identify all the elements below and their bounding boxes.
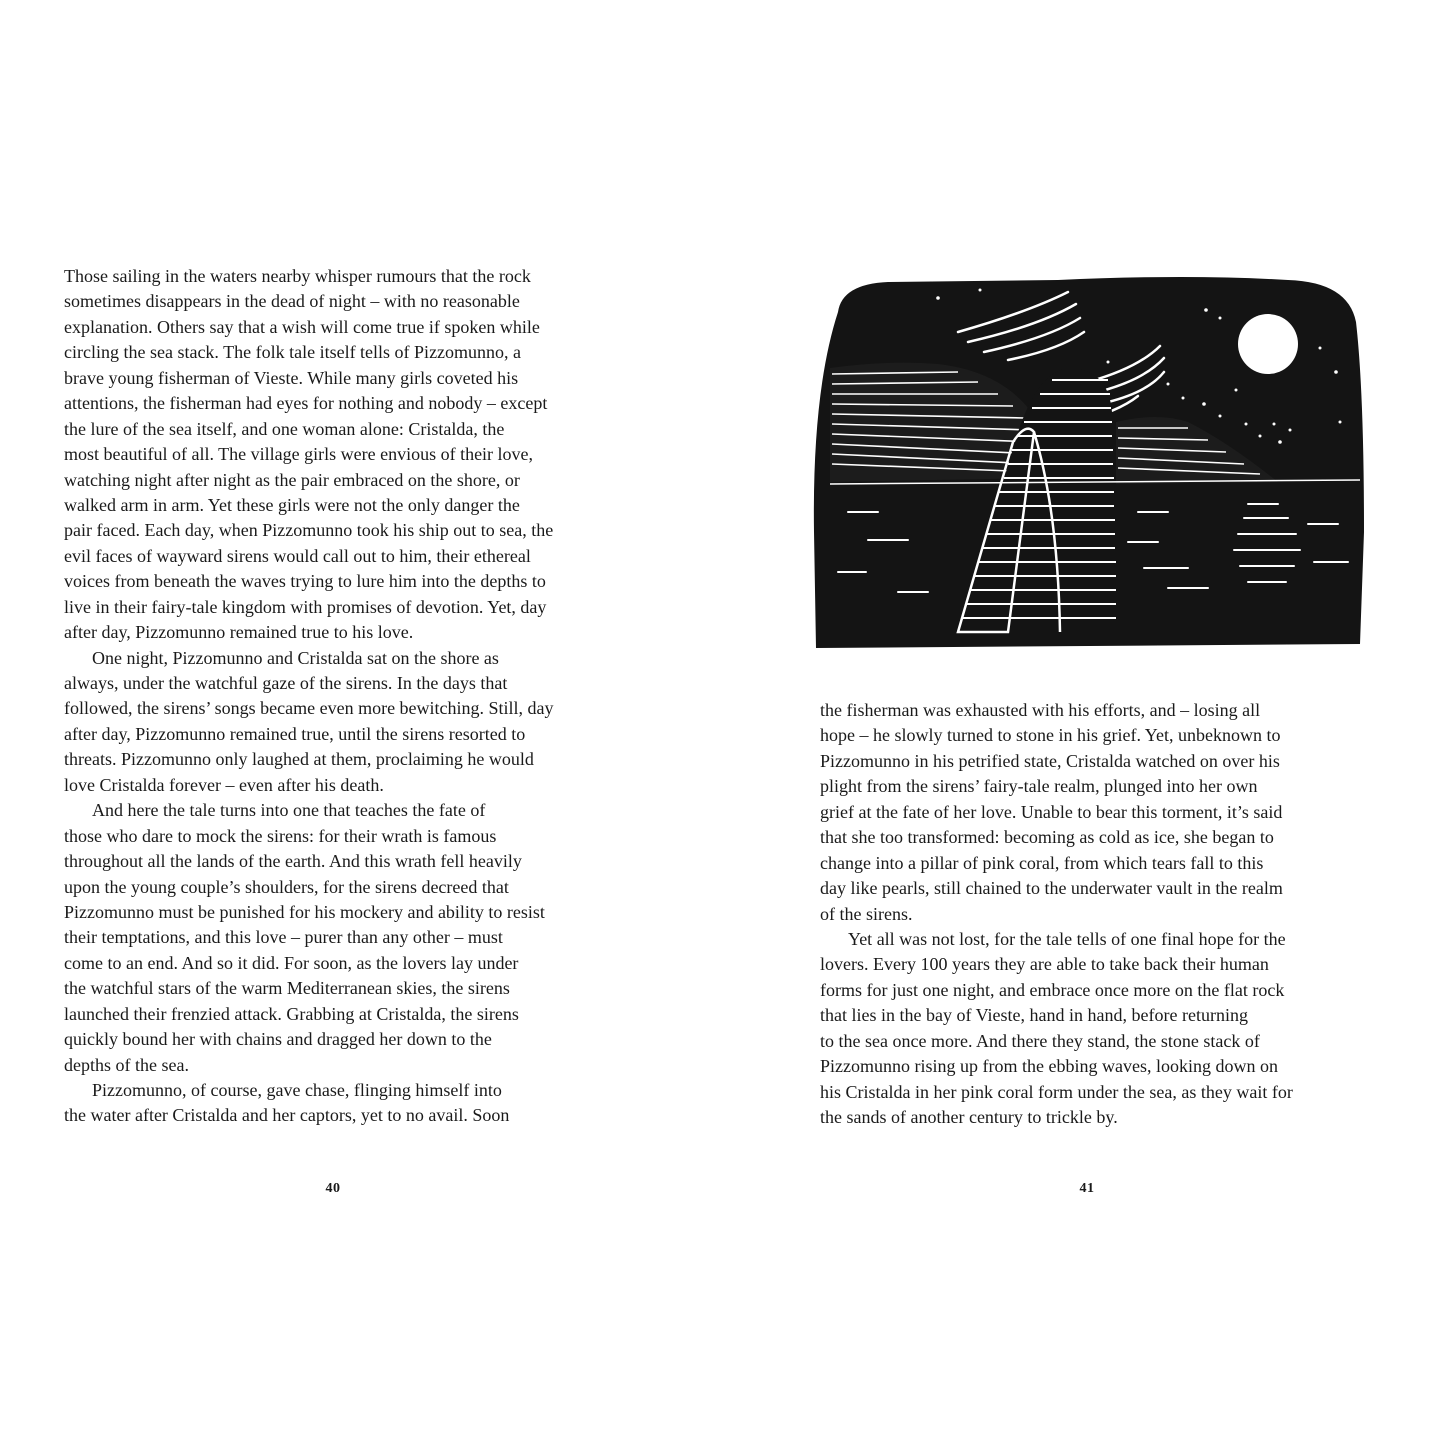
page-number-right: 41	[1079, 1181, 1095, 1196]
text-line: circling the sea stack. The folk tale itself tells of Pizzomunno, a	[64, 342, 522, 363]
text-line: those who dare to mock the sirens: for their wrath is famous	[64, 825, 497, 846]
text-line: attentions, the fisherman had eyes for nothing and nobody – except	[64, 393, 548, 414]
text-line: depths of the sea.	[64, 1054, 189, 1075]
text-line: love Cristalda forever – even after his death.	[64, 774, 384, 795]
text-line: And here the tale turns into one that teaches the fate of	[92, 800, 486, 821]
left-page-text	[64, 264, 624, 1129]
text-line: live in their fairy-tale kingdom with promises of devotion. Yet, day	[64, 596, 547, 617]
text-line: One night, Pizzomunno and Cristalda sat on the shore as	[92, 647, 499, 668]
text-line: threats. Pizzomunno only laughed at them, proclaiming he would	[64, 749, 534, 770]
text-line: grief at the fate of her love. Unable to bear this torment, it’s said	[820, 801, 1283, 822]
text-line: the fisherman was exhausted with his efforts, and – losing all	[820, 700, 1261, 720]
text-line: Pizzomunno in his petrified state, Cristalda watched on over his	[820, 750, 1280, 771]
text-line: the water after Cristalda and her captors, yet to no avail. Soon	[64, 1105, 510, 1126]
text-line: that she too transformed: becoming as cold as ice, she began to	[820, 827, 1274, 848]
right-page-text	[820, 698, 1380, 1130]
text-line: the sands of another century to trickle by.	[820, 1107, 1118, 1127]
text-line: come to an end. And so it did. For soon, as the lovers lay under	[64, 952, 519, 973]
text-line: forms for just one night, and embrace once more on the flat rock	[820, 979, 1285, 1000]
text-line: Pizzomunno rising up from the ebbing waves, looking down on	[820, 1056, 1278, 1077]
text-line: most beautiful of all. The village girls were envious of their love,	[64, 444, 534, 465]
text-line: pair faced. Each day, when Pizzomunno took his ship out to sea, the	[64, 520, 554, 541]
text-line: plight from the sirens’ fairy-tale realm, plunged into her own	[820, 776, 1258, 797]
text-line: always, under the watchful gaze of the sirens. In the days that	[64, 673, 508, 693]
text-line: Pizzomunno, of course, gave chase, flinging himself into	[92, 1080, 502, 1100]
text-line: the watchful stars of the warm Mediterranean skies, the sirens	[64, 978, 510, 999]
text-line: throughout all the lands of the earth. And this wrath fell heavily	[64, 851, 522, 872]
text-line: evil faces of wayward sirens would call out to him, their ethereal	[64, 545, 531, 566]
text-line: Those sailing in the waters nearby whisper rumours that the rock	[64, 266, 531, 286]
text-line: followed, the sirens’ songs became even more bewitching. Still, day	[64, 698, 554, 719]
text-line: sometimes disappears in the dead of night – with no reasonable	[64, 291, 520, 312]
text-line: after day, Pizzomunno remained true to his love.	[64, 622, 414, 643]
text-line: Pizzomunno must be punished for his mockery and ability to resist	[64, 901, 545, 922]
text-line: that lies in the bay of Vieste, hand in hand, before returning	[820, 1005, 1248, 1026]
text-line: after day, Pizzomunno remained true, until the sirens resorted to	[64, 723, 526, 744]
text-line: explanation. Others say that a wish will come true if spoken while	[64, 316, 540, 337]
text-line: Yet all was not lost, for the tale tells of one final hope for the	[848, 928, 1286, 949]
text-line: brave young fisherman of Vieste. While many girls coveted his	[64, 367, 519, 388]
text-line: walked arm in arm. Yet these girls were not the only danger the	[64, 494, 520, 515]
text-line: watching night after night as the pair embraced on the shore, or	[64, 469, 520, 490]
text-line: of the sirens.	[820, 903, 913, 924]
text-line: hope – he slowly turned to stone in his grief. Yet, unbeknown to	[820, 725, 1281, 746]
page-number-left: 40	[325, 1181, 341, 1196]
text-line: quickly bound her with chains and dragged her down to the	[64, 1029, 492, 1050]
woodcut-illustration	[808, 272, 1370, 652]
sea-stack-night-scene-icon	[808, 272, 1370, 652]
text-line: lovers. Every 100 years they are able to take back their human	[820, 954, 1269, 975]
text-line: change into a pillar of pink coral, from which tears fall to this	[820, 852, 1264, 873]
text-line: day like pearls, still chained to the underwater vault in the realm	[820, 878, 1283, 899]
text-line: to the sea once more. And there they stand, the stone stack of	[820, 1030, 1260, 1051]
text-line: launched their frenzied attack. Grabbing at Cristalda, the sirens	[64, 1003, 519, 1024]
text-line: upon the young couple’s shoulders, for the sirens decreed that	[64, 876, 509, 897]
text-line: their temptations, and this love – purer than any other – must	[64, 927, 503, 948]
text-line: voices from beneath the waves trying to lure him into the depths to	[64, 571, 546, 592]
text-line: his Cristalda in her pink coral form under the sea, as they wait for	[820, 1081, 1293, 1102]
text-line: the lure of the sea itself, and one woman alone: Cristalda, the	[64, 418, 505, 439]
